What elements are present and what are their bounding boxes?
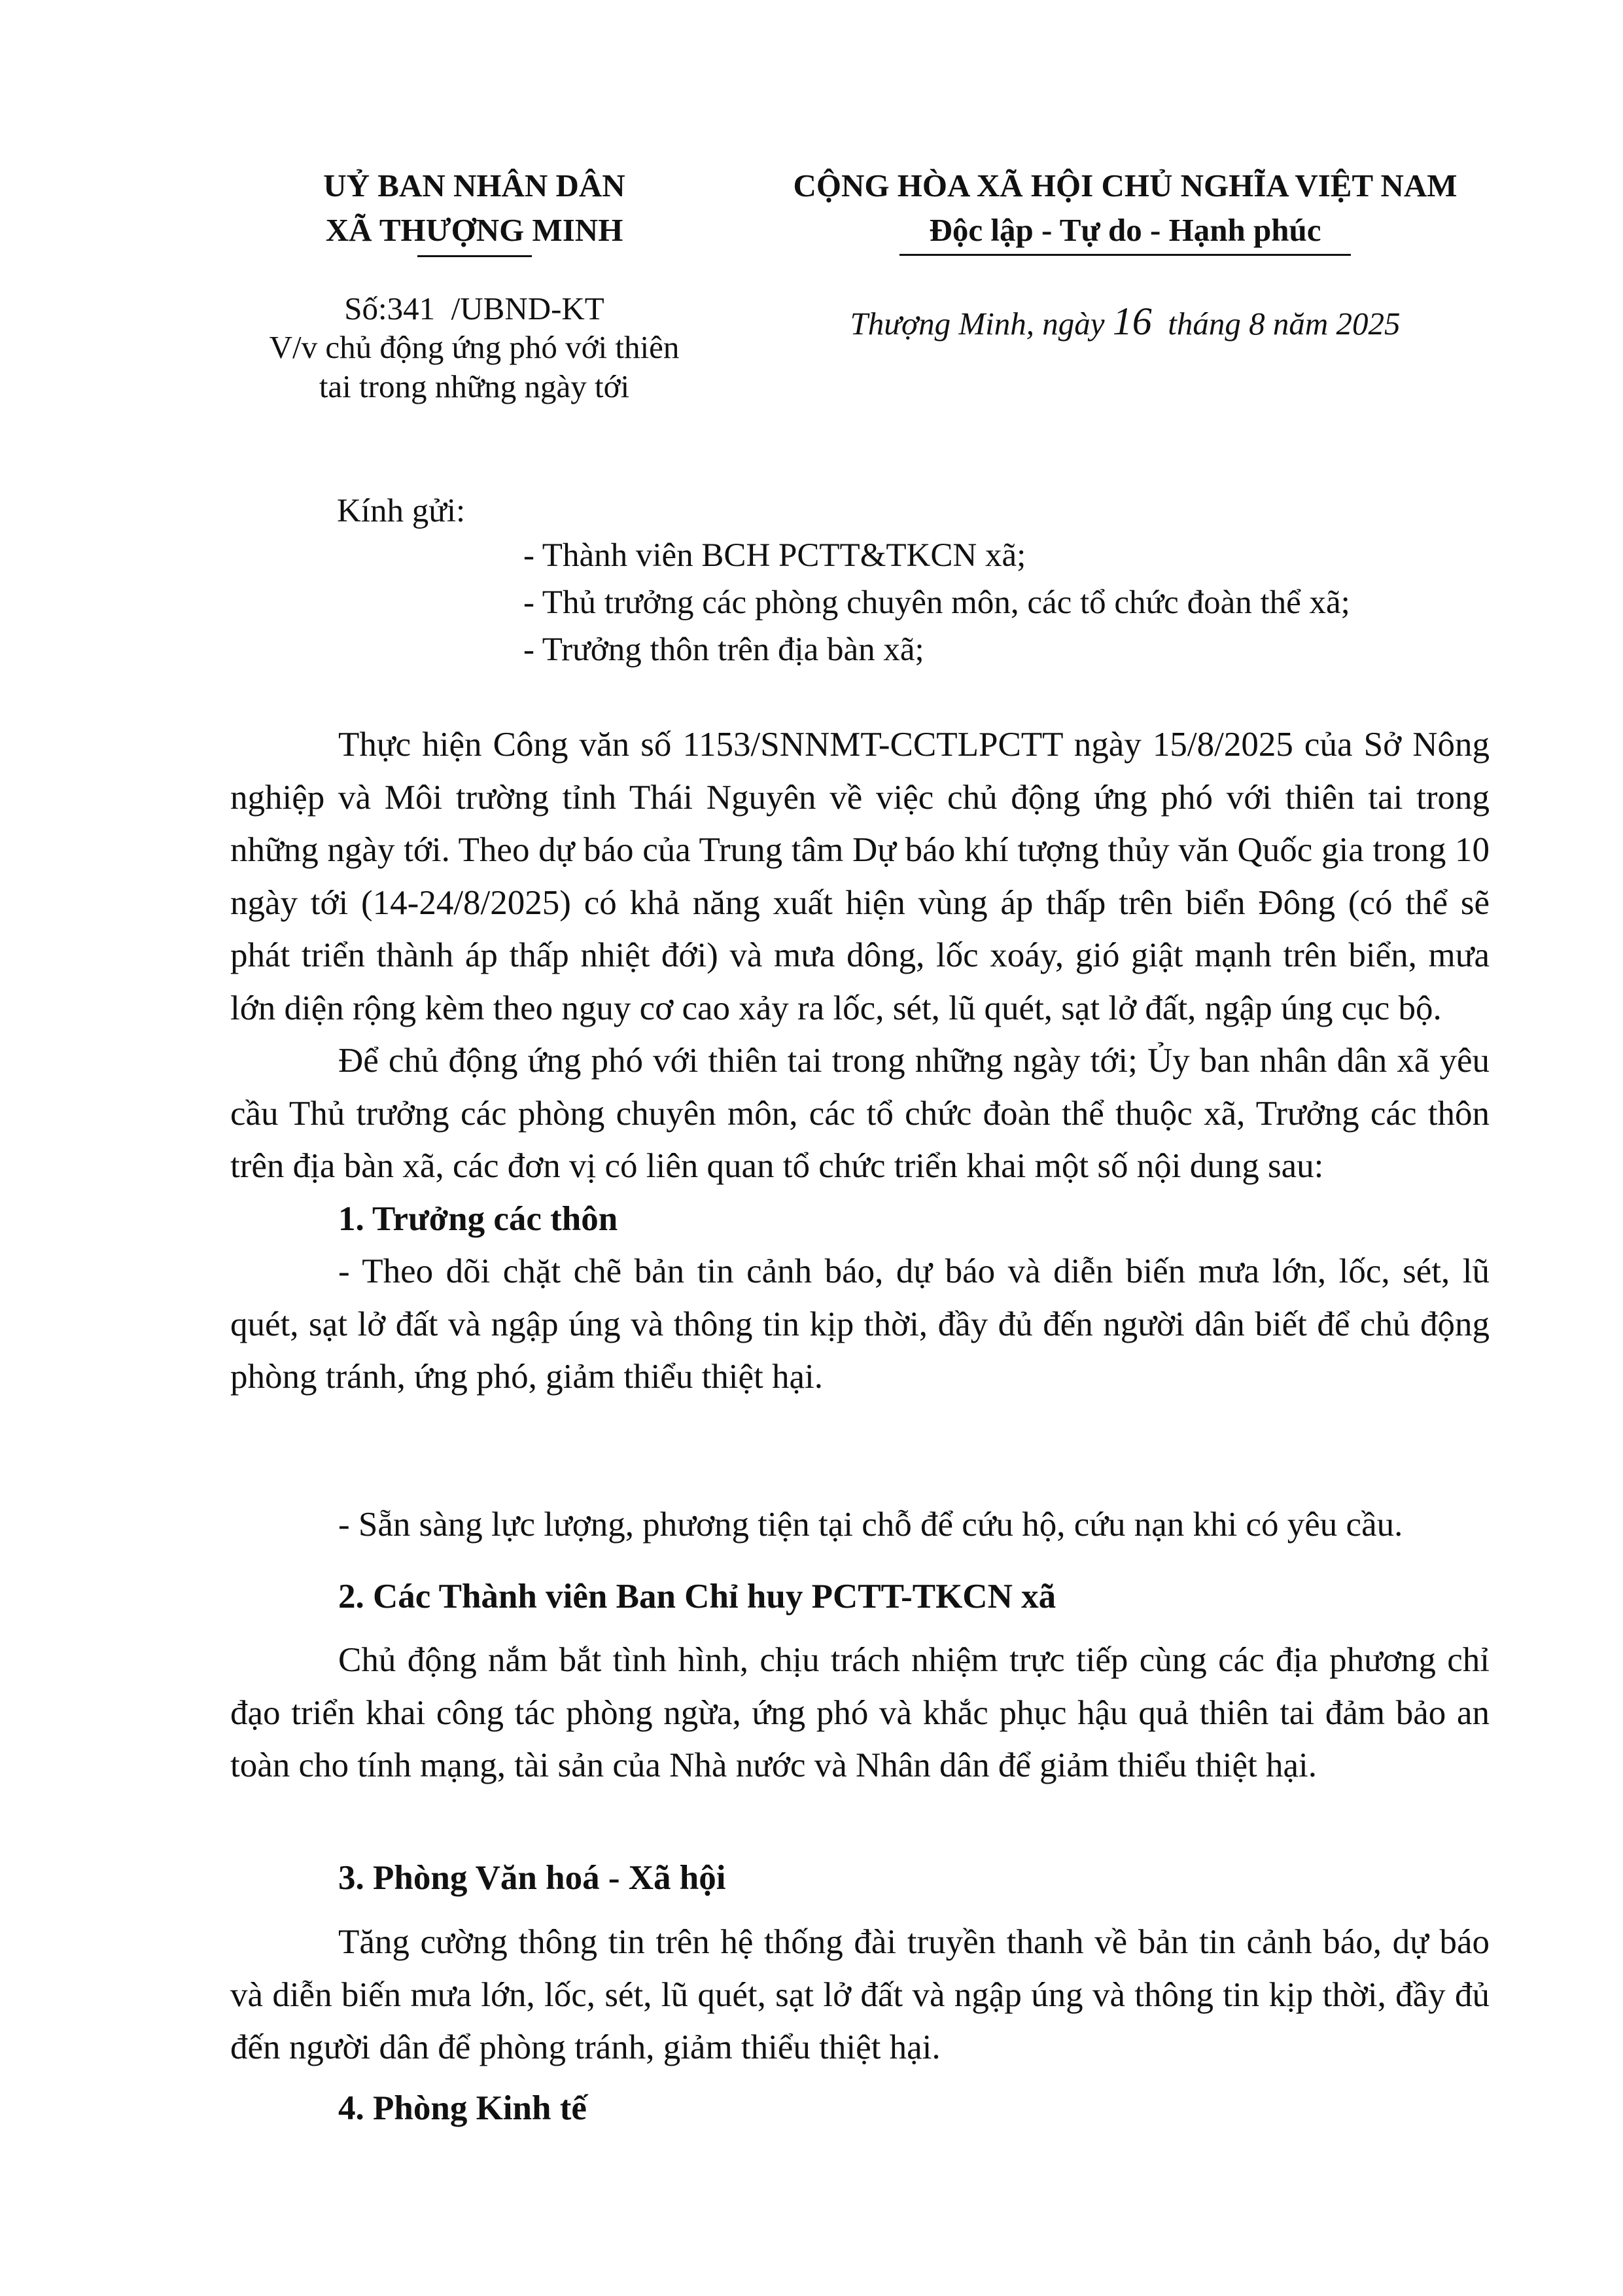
section-3	[230, 1852, 1490, 1905]
body-paragraph-2: Để chủ động ứng phó với thiên tai trong những ngày tới; Ủy ban nhân dân xã yêu cầu Thủ trưởng các phòng chuyên môn, các tổ chức đoàn thể thuộc xã, Trưởng các thôn trên địa bàn xã, các đơn vị có liên quan tổ chức triển khai một số nội dung sau:	[230, 1042, 1490, 1185]
document-number-prefix: Số:	[344, 291, 387, 327]
section-4	[230, 2082, 1490, 2135]
recipient-item: - Thủ trưởng các phòng chuyên môn, các tổ chức đoàn thể xã;	[523, 584, 1350, 621]
section-2-body	[230, 1634, 1490, 1792]
document-number	[216, 290, 733, 328]
date-line	[726, 299, 1524, 344]
issuer-block	[216, 164, 733, 406]
intro-section	[230, 718, 1490, 1404]
subject-line-1: V/v chủ động ứng phó với thiên	[269, 329, 680, 365]
section-1-continued	[230, 1498, 1490, 1551]
issuer-line-1: UỶ BAN NHÂN DÂN	[323, 168, 625, 203]
recipient-item: - Thành viên BCH PCTT&TKCN xã;	[523, 537, 1026, 574]
section-1-item-2: - Sẵn sàng lực lượng, phương tiện tại chỗ để cứu hộ, cứu nạn khi có yêu cầu.	[338, 1506, 1403, 1544]
section-2-paragraph: Chủ động nắm bắt tình hình, chịu trách nhiệm trực tiếp cùng các địa phương chỉ đạo triển khai công tác phòng ngừa, ứng phó và khắc phục hậu quả thiên tai đảm bảo an toàn cho tính mạng, tài sản của Nhà nước và Nhân dân để giảm thiểu thiệt hại.	[230, 1641, 1490, 1784]
date-day: 16	[1112, 300, 1152, 343]
issuer-underline	[417, 255, 532, 257]
section-2-heading: 2. Các Thành viên Ban Chỉ huy PCTT-TKCN xã	[338, 1578, 1056, 1616]
motto-underline	[899, 254, 1351, 256]
issuer-line-2: XÃ THƯỢNG MINH	[325, 212, 623, 248]
national-title: CỘNG HÒA XÃ HỘI CHỦ NGHĨA VIỆT NAM	[793, 168, 1457, 203]
document-number-suffix: /UBND-KT	[451, 291, 604, 327]
section-4-heading: 4. Phòng Kinh tế	[338, 2089, 587, 2127]
section-3-body	[230, 1916, 1490, 2074]
national-motto: Độc lập - Tự do - Hạnh phúc	[929, 212, 1321, 248]
date-suffix: tháng 8 năm 2025	[1168, 306, 1401, 342]
section-3-heading: 3. Phòng Văn hoá - Xã hội	[338, 1859, 726, 1897]
section-3-paragraph: Tăng cường thông tin trên hệ thống đài truyền thanh về bản tin cảnh báo, dự báo và diễn biến mưa lớn, lốc, sét, lũ quét, sạt lở đất và ngập úng và thông tin kịp thời, đầy đủ đến người dân để phòng tránh, giảm thiểu thiệt hại.	[230, 1923, 1490, 2066]
section-1-heading: 1. Trưởng các thôn	[338, 1199, 618, 1238]
date-prefix: Thượng Minh, ngày	[850, 306, 1105, 342]
body-paragraph-1: Thực hiện Công văn số 1153/SNNMT-CCTLPCTT ngày 15/8/2025 của Sở Nông nghiệp và Môi trường tỉnh Thái Nguyên về việc chủ động ứng phó với thiên tai trong những ngày tới. Theo dự báo của Trung tâm Dự báo khí tượng thủy văn Quốc gia trong 10 ngày tới (14-24/8/2025) có khả năng xuất hiện vùng áp thấp trên biển Đông (có thể sẽ phát triển thành áp thấp nhiệt đới) và mưa dông, lốc xoáy, gió giật mạnh trên biển, mưa lớn diện rộng kèm theo nguy cơ cao xảy ra lốc, sét, lũ quét, sạt lở đất, ngập úng cục bộ.	[230, 726, 1490, 1027]
document-number-value: 341	[387, 291, 436, 327]
recipient-item: - Trưởng thôn trên địa bàn xã;	[523, 631, 924, 668]
national-header-block	[726, 164, 1524, 344]
recipients-label: Kính gửi:	[337, 493, 466, 529]
section-2	[230, 1570, 1490, 1623]
recipients-list	[523, 532, 1350, 673]
subject-line-2: tai trong những ngày tới	[319, 368, 630, 404]
section-1-item-1: - Theo dõi chặt chẽ bản tin cảnh báo, dự báo và diễn biến mưa lớn, lốc, sét, lũ quét, sạt lở đất và ngập úng và thông tin kịp thời, đầy đủ đến người dân biết để chủ động phòng tránh, ứng phó, giảm thiểu thiệt hại.	[230, 1252, 1490, 1396]
